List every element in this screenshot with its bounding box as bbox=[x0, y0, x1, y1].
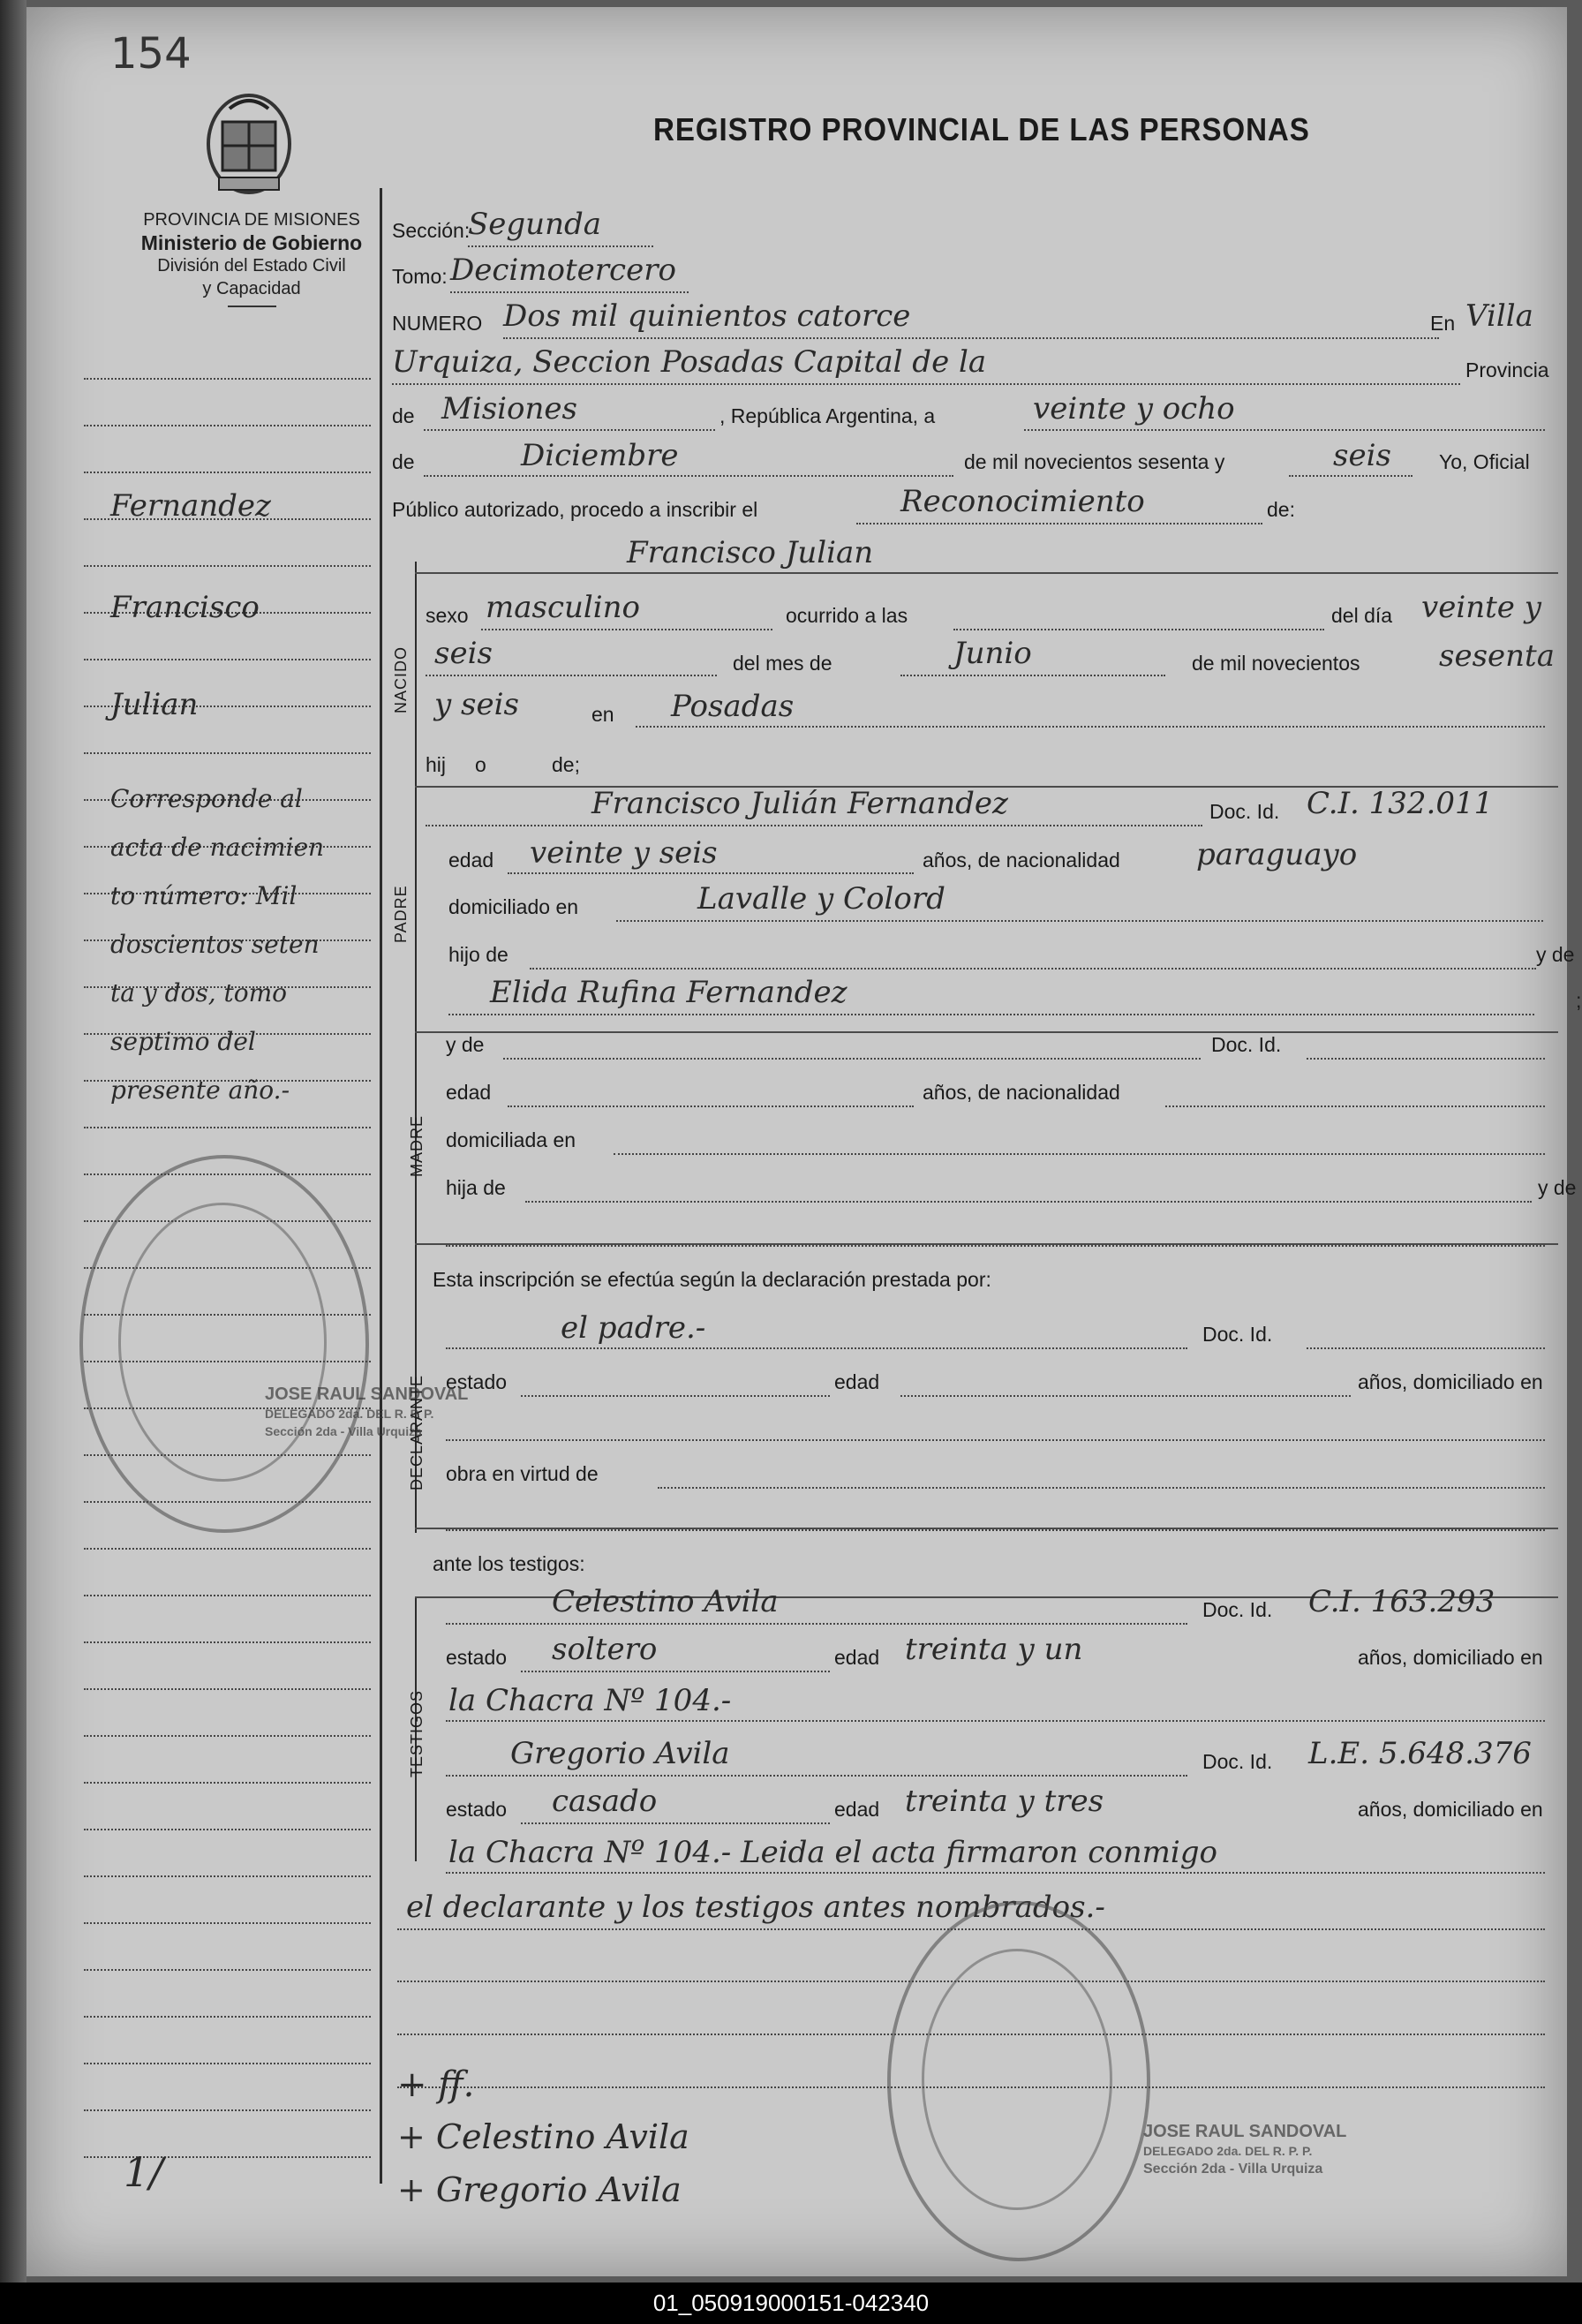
declarante-section-label: DECLARANTE bbox=[408, 1374, 426, 1490]
agency-division: División del Estado Civil bbox=[157, 256, 346, 275]
testigo2-edad: treinta y tres bbox=[905, 1784, 1104, 1819]
testigo2-domicilio-line bbox=[446, 1872, 1545, 1874]
madre-nac-label: años, de nacionalidad bbox=[923, 1081, 1120, 1104]
margin-line bbox=[84, 565, 371, 567]
testigo2-doc-value: L.E. 5.648.376 bbox=[1308, 1736, 1532, 1771]
signature-1: + ff. bbox=[397, 2064, 475, 2105]
margin-line bbox=[84, 1829, 371, 1830]
margin-line bbox=[84, 1875, 371, 1877]
nacido-section-label: NACIDO bbox=[392, 645, 410, 713]
padre-nac-label: años, de nacionalidad bbox=[923, 849, 1120, 872]
sexo-line bbox=[481, 629, 772, 630]
day-line bbox=[1024, 429, 1545, 431]
act-value: Reconocimiento bbox=[900, 484, 1145, 519]
mes-line bbox=[900, 675, 1165, 676]
margin-note-3: to número: Mil bbox=[110, 881, 298, 910]
testigo2-domicilio: la Chacra Nº 104.- Leida el acta firmaron conmigo bbox=[448, 1835, 1217, 1870]
seccion-value: Segunda bbox=[468, 207, 602, 242]
margin-line bbox=[84, 1969, 371, 1971]
margin-line bbox=[84, 1782, 371, 1784]
agency-province: PROVINCIA DE MISIONES bbox=[143, 210, 360, 230]
page-number: 154 bbox=[110, 29, 192, 79]
testigo2-estado: casado bbox=[552, 1784, 658, 1819]
testigo2-estado-label: estado bbox=[446, 1798, 508, 1821]
madre-hija-line bbox=[525, 1201, 1532, 1203]
margin-note-2: acta de nacimien bbox=[110, 833, 325, 862]
madre-extra-line bbox=[446, 1245, 1545, 1247]
nacido-en-label: en bbox=[591, 703, 614, 726]
padre-edad-value: veinte y seis bbox=[530, 835, 718, 871]
hora-line bbox=[953, 629, 1324, 630]
provincia-label: Provincia bbox=[1465, 358, 1549, 381]
place-value: Urquiza, Seccion Posadas Capital de la bbox=[392, 344, 987, 380]
padre-domicilio-line bbox=[616, 920, 1543, 922]
testigo1-domicilio-line bbox=[446, 1720, 1545, 1722]
numero-label: NUMERO bbox=[392, 312, 483, 335]
margin-note-4: doscientos seten bbox=[110, 930, 320, 959]
testigo2-estado-line bbox=[521, 1822, 830, 1824]
dia-value-2: seis bbox=[434, 636, 493, 671]
dia-line bbox=[426, 675, 717, 676]
padre-name: Francisco Julián Fernandez bbox=[591, 786, 1008, 821]
margin-line bbox=[84, 1735, 371, 1737]
padre-edad-line bbox=[508, 872, 914, 874]
agency-block bbox=[97, 208, 406, 307]
tomo-value: Decimotercero bbox=[450, 253, 676, 288]
stamp2-official-name: JOSE RAUL SANDOVAL bbox=[1143, 2122, 1347, 2141]
year-label: de mil novecientos sesenta y bbox=[964, 450, 1225, 473]
testigo2-edad-label: edad bbox=[834, 1798, 880, 1821]
sexo-value: masculino bbox=[486, 590, 641, 625]
padre-name-line bbox=[426, 825, 1202, 826]
padre-nac-value: paraguayo bbox=[1196, 837, 1358, 872]
anio-value: sesenta bbox=[1439, 638, 1555, 674]
tomo-line bbox=[450, 291, 689, 293]
dia-value: veinte y bbox=[1421, 590, 1541, 625]
margin-mark: 1/ bbox=[124, 2148, 163, 2196]
margin-line bbox=[84, 1127, 371, 1128]
signature-2: + Celestino Avila bbox=[397, 2117, 689, 2156]
declarante-name-line bbox=[446, 1347, 1187, 1349]
seccion-label: Sección: bbox=[392, 219, 471, 242]
declarante-edad-line bbox=[900, 1395, 1351, 1397]
mes-value: Junio bbox=[953, 636, 1032, 671]
madre-domicilio-label: domiciliada en bbox=[446, 1128, 576, 1151]
testigo1-doc-value: C.I. 163.293 bbox=[1308, 1584, 1495, 1619]
margin-line bbox=[84, 1641, 371, 1643]
testigo1-estado-line bbox=[521, 1671, 830, 1672]
declarante-edad-label: edad bbox=[834, 1370, 880, 1393]
madre-doc-label: Doc. Id. bbox=[1211, 1033, 1282, 1056]
margin-line bbox=[84, 2109, 371, 2111]
mes-label: del mes de bbox=[733, 652, 832, 675]
act-line bbox=[856, 523, 1262, 524]
declarante-doc-line bbox=[1307, 1347, 1545, 1349]
testigo1-edad-label: edad bbox=[834, 1646, 880, 1669]
declarante-obra-line bbox=[658, 1487, 1545, 1489]
testigos-section-label: TESTIGOS bbox=[408, 1689, 426, 1777]
stamp2-official-section: Sección 2da - Villa Urquiza bbox=[1143, 2162, 1323, 2177]
provincial-seal-icon bbox=[203, 91, 296, 206]
hijo-label: hij bbox=[426, 753, 447, 776]
testigo2-name: Gregorio Avila bbox=[510, 1736, 730, 1771]
padre-y-de-label: y de bbox=[1536, 943, 1575, 966]
margin-line bbox=[84, 2016, 371, 2018]
declarante-extra-line bbox=[446, 1529, 1545, 1531]
padre-doc-value: C.I. 132.011 bbox=[1307, 786, 1494, 821]
lugar-line bbox=[636, 726, 1545, 728]
month-value: Diciembre bbox=[521, 438, 679, 473]
lugar-value: Posadas bbox=[671, 689, 795, 724]
de-label-2: de bbox=[392, 450, 415, 473]
margin-note-1: Corresponde al bbox=[110, 784, 303, 813]
anio-label: de mil novecientos bbox=[1192, 652, 1360, 675]
de2-label: de: bbox=[1267, 498, 1295, 521]
oficial-label: Yo, Oficial bbox=[1439, 450, 1530, 473]
padre-domicilio-value: Lavalle y Colord bbox=[697, 881, 945, 917]
margin-line bbox=[84, 472, 371, 473]
stamp-official-title: DELEGADO 2da. DEL R. P. P. bbox=[265, 1407, 434, 1421]
de-label: de bbox=[392, 404, 415, 427]
padre-mother-value: Elida Rufina Fernandez bbox=[490, 975, 848, 1010]
dia-label: del día bbox=[1331, 604, 1393, 627]
seccion-line bbox=[468, 245, 653, 247]
hijo-de-label: de; bbox=[552, 753, 580, 776]
testigo1-domicilio-label: años, domiciliado en bbox=[1358, 1646, 1543, 1669]
anio-value-2: y seis bbox=[434, 687, 519, 722]
padre-domicilio-label: domiciliado en bbox=[448, 895, 579, 918]
declarante-intro: Esta inscripción se efectúa según la declaración prestada por: bbox=[433, 1268, 991, 1291]
document-page bbox=[26, 7, 1582, 2276]
image-id-footer: 01_050919000151-042340 bbox=[0, 2282, 1582, 2324]
declarante-obra-label: obra en virtud de bbox=[446, 1462, 599, 1485]
madre-section-label: MADRE bbox=[408, 1114, 426, 1177]
madre-name-line bbox=[503, 1058, 1201, 1060]
left-official-stamp bbox=[79, 1155, 369, 1533]
madre-y-de2-label: y de bbox=[1538, 1176, 1577, 1199]
agency-capacity: y Capacidad bbox=[202, 279, 301, 298]
margin-line bbox=[84, 1688, 371, 1690]
padre-mother-line bbox=[448, 1014, 1534, 1015]
madre-edad-line bbox=[508, 1105, 914, 1107]
agency-divider bbox=[228, 306, 276, 307]
en-value: Villa bbox=[1465, 298, 1533, 334]
republica-label: , República Argentina, a bbox=[719, 404, 936, 427]
testigo2-domicilio-label: años, domiciliado en bbox=[1358, 1798, 1543, 1821]
padre-hijo-de-label: hijo de bbox=[448, 943, 508, 966]
stamp2-official-title: DELEGADO 2da. DEL R. P. P. bbox=[1143, 2144, 1313, 2158]
margin-line bbox=[84, 425, 371, 426]
place-line bbox=[392, 383, 1460, 385]
declarante-domicilio-label: años, domiciliado en bbox=[1358, 1370, 1543, 1393]
testigo1-domicilio: la Chacra Nº 104.- bbox=[448, 1683, 732, 1718]
testigo1-estado: soltero bbox=[552, 1632, 658, 1667]
padre-edad-label: edad bbox=[448, 849, 494, 872]
hijo-gender: o bbox=[475, 753, 486, 776]
testigo1-name: Celestino Avila bbox=[552, 1584, 779, 1619]
day-value: veinte y ocho bbox=[1033, 391, 1235, 426]
margin-line bbox=[84, 659, 371, 660]
numero-value: Dos mil quinientos catorce bbox=[503, 298, 911, 334]
madre-y-de-label: y de bbox=[446, 1033, 485, 1056]
publico-label: Público autorizado, procedo a inscribir el bbox=[392, 498, 758, 521]
document-title: REGISTRO PROVINCIAL DE LAS PERSONAS bbox=[653, 111, 1310, 147]
margin-given1: Francisco bbox=[110, 590, 260, 625]
testigo2-doc-label: Doc. Id. bbox=[1202, 1750, 1273, 1773]
agency-ministry: Ministerio de Gobierno bbox=[140, 231, 363, 254]
province-line bbox=[424, 429, 715, 431]
right-official-stamp bbox=[887, 1901, 1150, 2261]
testigo2-name-line bbox=[446, 1775, 1187, 1777]
madre-doc-line bbox=[1307, 1058, 1545, 1060]
madre-hija-label: hija de bbox=[446, 1176, 506, 1199]
stamp-official-section: Sección 2da - Villa Urquiza bbox=[265, 1424, 422, 1438]
province-value: Misiones bbox=[441, 391, 577, 426]
padre-hijo-de-line bbox=[530, 968, 1536, 970]
year-value: seis bbox=[1333, 438, 1391, 473]
closing-text: el declarante y los testigos antes nombrados.- bbox=[406, 1890, 1105, 1925]
separator-nacido bbox=[415, 572, 1558, 574]
person-name: Francisco Julian bbox=[627, 535, 874, 570]
margin-line bbox=[84, 1922, 371, 1924]
margin-note-5: ta y dos, tomo bbox=[110, 978, 288, 1007]
padre-section-label: PADRE bbox=[392, 885, 410, 943]
month-line bbox=[424, 475, 953, 477]
declarante-domicilio-line bbox=[446, 1439, 1545, 1441]
testigos-intro: ante los testigos: bbox=[433, 1552, 585, 1575]
margin-given2: Julian bbox=[110, 687, 199, 722]
madre-nac-line bbox=[1165, 1105, 1545, 1107]
declarante-estado-label: estado bbox=[446, 1370, 508, 1393]
en-label: En bbox=[1430, 312, 1456, 335]
margin-line bbox=[84, 1548, 371, 1550]
testigo1-edad: treinta y un bbox=[905, 1632, 1083, 1667]
declarante-name: el padre.- bbox=[561, 1310, 706, 1346]
main-vertical-rule bbox=[380, 188, 382, 2184]
separator-madre bbox=[415, 1031, 1558, 1033]
margin-note-7: presente año.- bbox=[110, 1075, 290, 1105]
madre-edad-label: edad bbox=[446, 1081, 492, 1104]
margin-surname: Fernandez bbox=[110, 488, 271, 524]
margin-line bbox=[84, 378, 371, 380]
declarante-estado-line bbox=[521, 1395, 830, 1397]
ocurrido-label: ocurrido a las bbox=[786, 604, 908, 627]
year-line bbox=[1289, 475, 1412, 477]
signature-3: + Gregorio Avila bbox=[397, 2170, 682, 2209]
declarante-doc-label: Doc. Id. bbox=[1202, 1323, 1273, 1346]
margin-line bbox=[84, 1595, 371, 1596]
numero-line bbox=[503, 337, 1439, 339]
margin-line bbox=[84, 752, 371, 754]
testigo1-doc-label: Doc. Id. bbox=[1202, 1598, 1273, 1621]
book-spine bbox=[0, 0, 26, 2296]
madre-domicilio-line bbox=[614, 1153, 1545, 1155]
stamp-official-name: JOSE RAUL SANDOVAL bbox=[265, 1385, 469, 1404]
tomo-label: Tomo: bbox=[392, 265, 448, 288]
testigo1-estado-label: estado bbox=[446, 1646, 508, 1669]
margin-line bbox=[84, 2063, 371, 2064]
testigo1-name-line bbox=[446, 1623, 1187, 1625]
sexo-label: sexo bbox=[426, 604, 469, 627]
margin-note-6: septimo del bbox=[110, 1027, 256, 1056]
padre-doc-label: Doc. Id. bbox=[1209, 800, 1280, 823]
padre-semicolon: ; bbox=[1576, 989, 1582, 1012]
